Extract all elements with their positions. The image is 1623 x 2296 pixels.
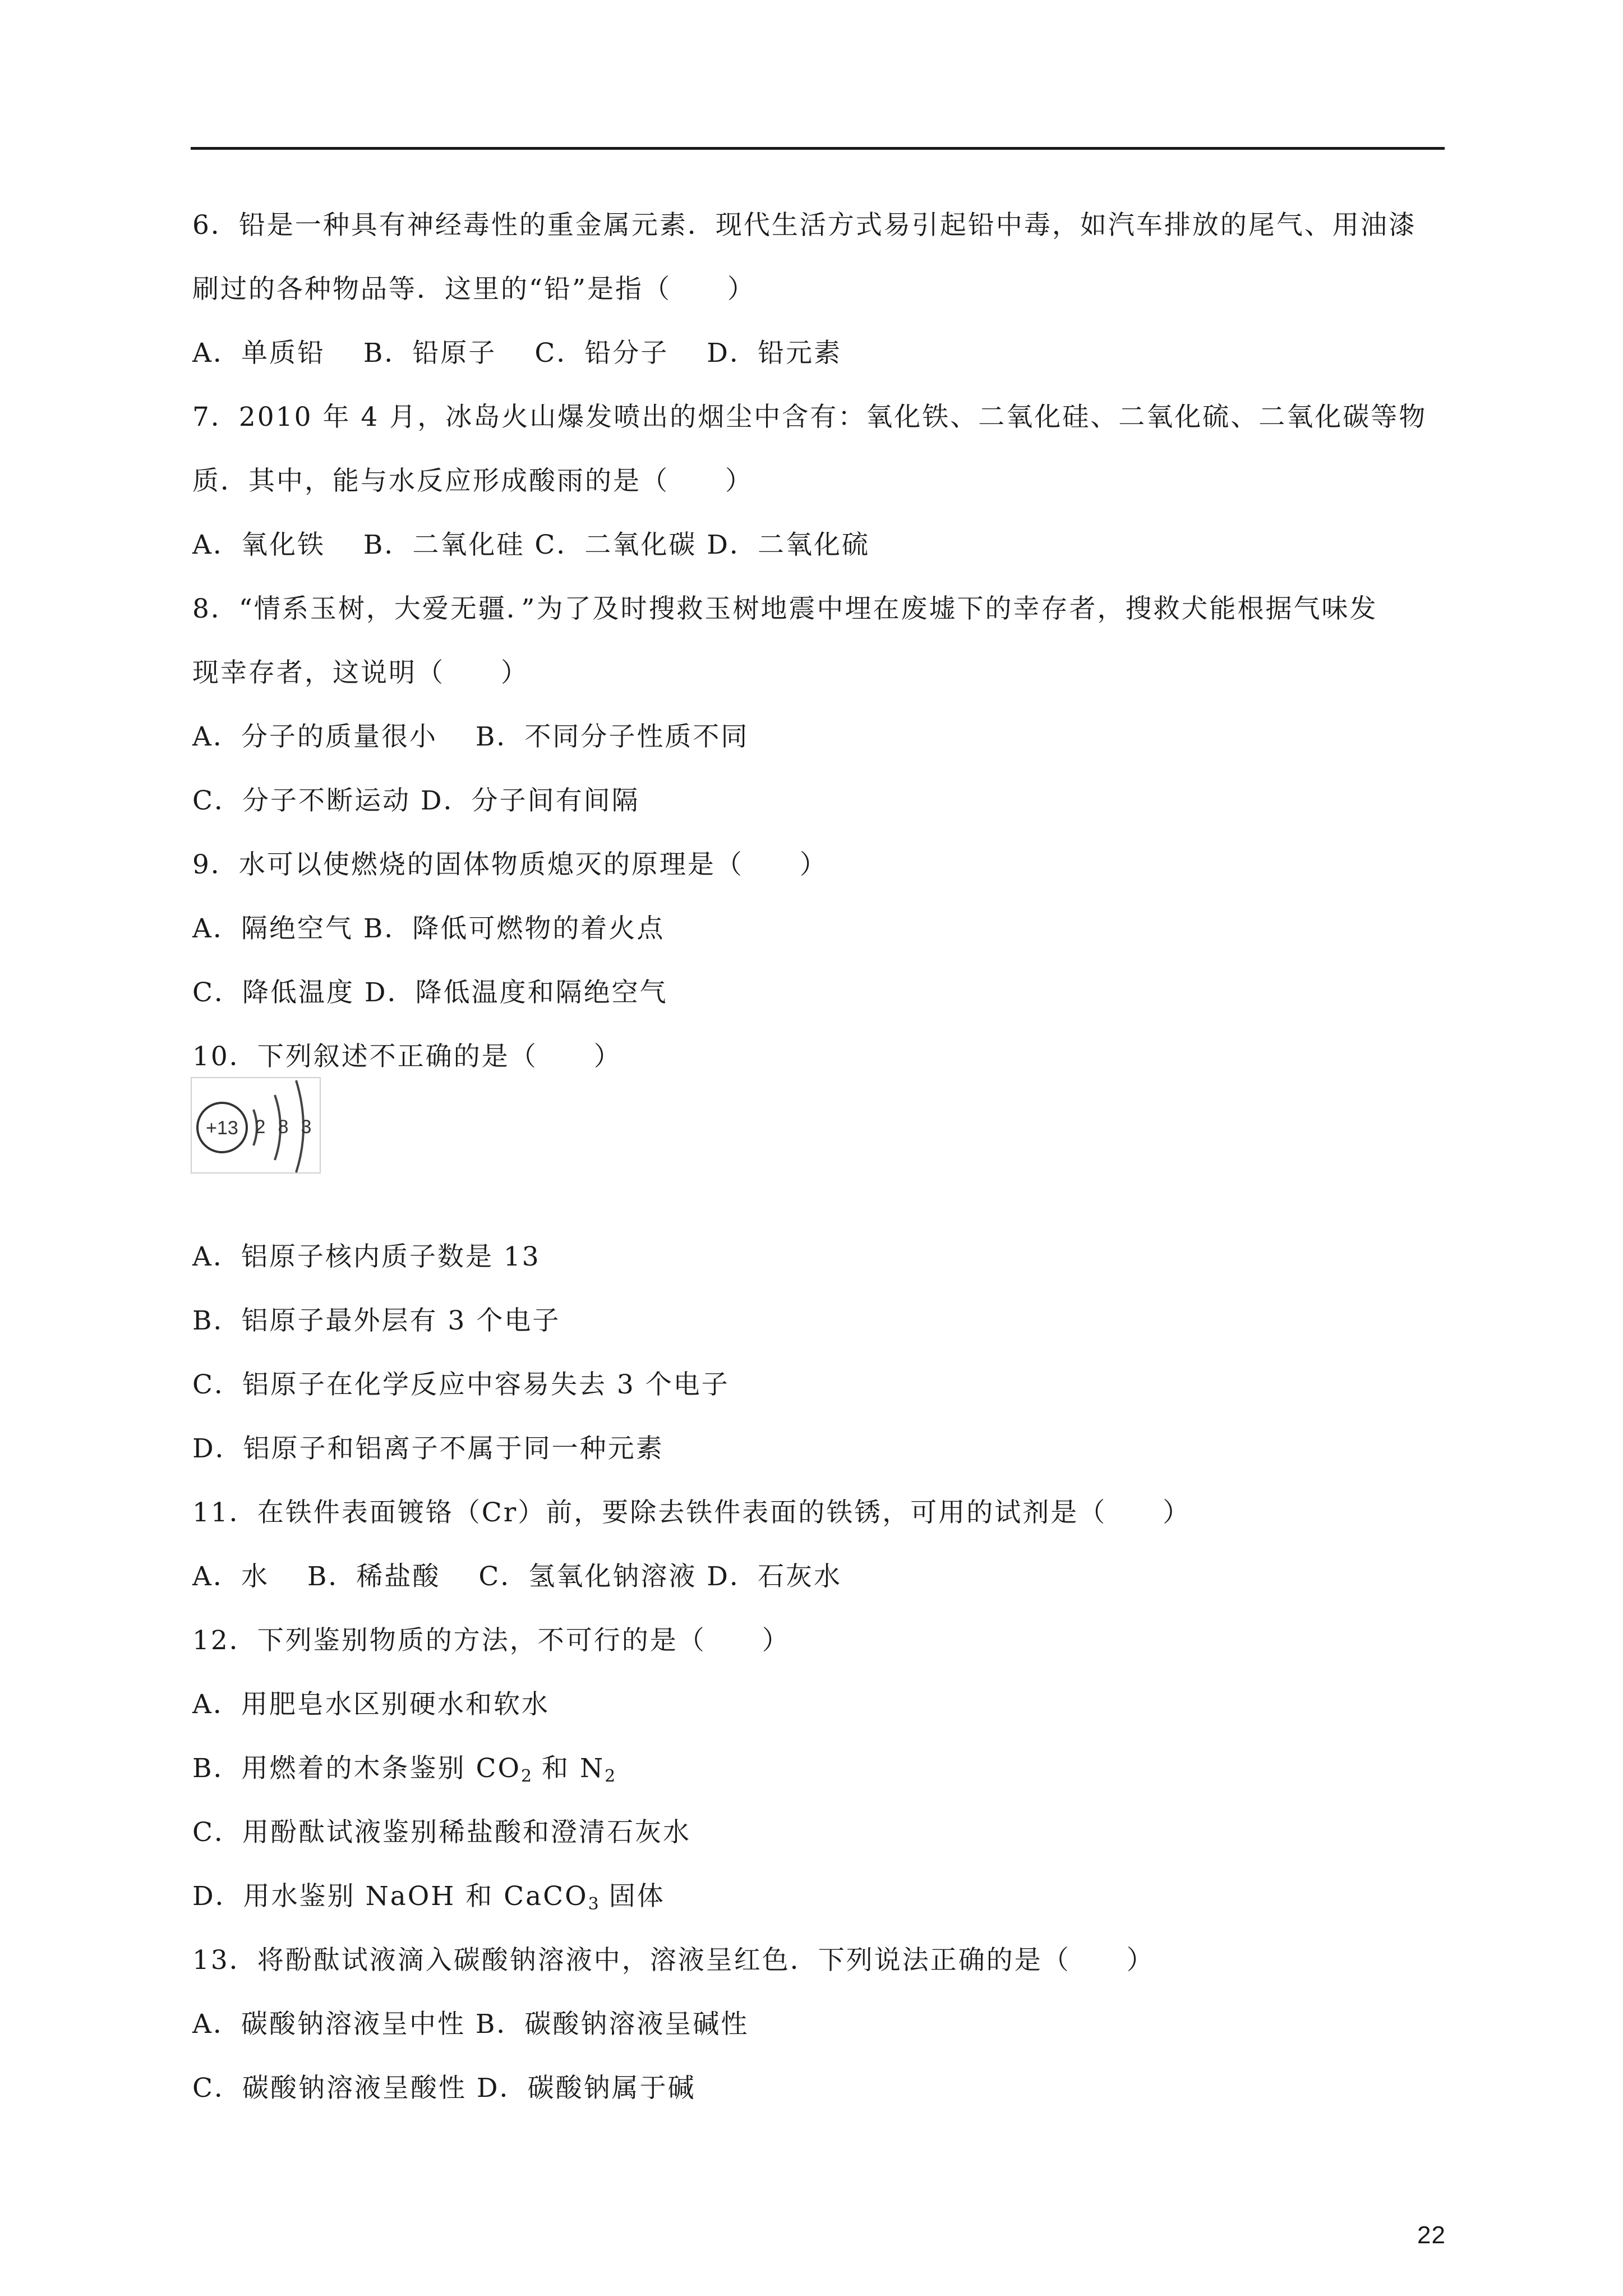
option-d-text-2: 固体 — [598, 1881, 665, 1912]
question-8-line-2: 现幸存者，这说明（ ） — [192, 657, 529, 688]
question-12: 12．下列鉴别物质的方法，不可行的是（ ） — [192, 1625, 790, 1656]
shell-2-electrons: 8 — [278, 1116, 289, 1138]
option-b-text-1: B．用燃着的木条鉴别 CO — [192, 1753, 521, 1784]
question-7-line-2: 质．其中，能与水反应形成酸雨的是（ ） — [192, 466, 753, 496]
question-8-options-1: A．分子的质量很小 B．不同分子性质不同 — [192, 721, 749, 752]
question-9-options-2: C．降低温度 D．降低温度和隔绝空气 — [192, 977, 668, 1008]
question-10: 10．下列叙述不正确的是（ ） — [192, 1041, 622, 1072]
header-rule — [191, 147, 1445, 150]
question-12-option-d — [192, 1881, 665, 1914]
question-7-line-1: 7．2010 年 4 月，冰岛火山爆发喷出的烟尘中含有：氧化铁、二氧化硅、二氧化硫、二氧化碳等物 — [192, 402, 1427, 432]
question-13-options-1: A．碳酸钠溶液呈中性 B．碳酸钠溶液呈碱性 — [192, 2009, 749, 2040]
question-10-option-d: D．铝原子和铝离子不属于同一种元素 — [192, 1433, 664, 1464]
question-7-options: A．氧化铁 B．二氧化硅 C．二氧化碳 D．二氧化硫 — [192, 530, 870, 560]
question-6-options: A．单质铅 B．铅原子 C．铅分子 D．铅元素 — [192, 338, 842, 369]
nucleus-label: +13 — [206, 1117, 238, 1139]
aluminum-atom-structure-diagram — [191, 1077, 321, 1174]
caco3-subscript: 3 — [588, 1894, 599, 1914]
question-9: 9．水可以使燃烧的固体物质熄灭的原理是（ ） — [192, 849, 828, 880]
question-10-option-a: A．铝原子核内质子数是 13 — [192, 1241, 541, 1272]
question-11-options: A．水 B．稀盐酸 C．氢氧化钠溶液 D．石灰水 — [192, 1561, 842, 1592]
question-12-option-a: A．用肥皂水区别硬水和软水 — [192, 1689, 550, 1720]
co2-subscript: 2 — [520, 1766, 532, 1786]
question-8-line-1: 8．“情系玉树，大爱无疆．”为了及时搜救玉树地震中埋在废墟下的幸存者，搜救犬能根据气味发 — [192, 593, 1378, 624]
option-b-text-2: 和 N — [532, 1753, 605, 1784]
question-12-option-c: C．用酚酞试液鉴别稀盐酸和澄清石灰水 — [192, 1817, 691, 1848]
question-13: 13．将酚酞试液滴入碳酸钠溶液中，溶液呈红色．下列说法正确的是（ ） — [192, 1945, 1155, 1976]
page-number: 22 — [1417, 2221, 1446, 2249]
question-9-options-1: A．隔绝空气 B．降低可燃物的着火点 — [192, 913, 665, 944]
question-11: 11．在铁件表面镀铬（Cr）前，要除去铁件表面的铁锈，可用的试剂是（ ） — [192, 1497, 1191, 1528]
question-10-option-c: C．铝原子在化学反应中容易失去 3 个电子 — [192, 1369, 730, 1400]
question-6-line-2: 刷过的各种物品等．这里的“铅”是指（ ） — [192, 274, 756, 305]
question-6-line-1: 6．铅是一种具有神经毒性的重金属元素．现代生活方式易引起铅中毒，如汽车排放的尾气、用油漆 — [192, 210, 1417, 241]
shell-1-electrons: 2 — [255, 1116, 266, 1138]
question-8-options-2: C．分子不断运动 D．分子间有间隔 — [192, 785, 640, 816]
question-12-option-b — [192, 1753, 616, 1786]
question-10-option-b: B．铝原子最外层有 3 个电子 — [192, 1305, 561, 1336]
n2-subscript: 2 — [605, 1766, 616, 1786]
question-13-options-2: C．碳酸钠溶液呈酸性 D．碳酸钠属于碱 — [192, 2073, 696, 2104]
option-d-text-1: D．用水鉴别 NaOH 和 CaCO — [192, 1881, 588, 1912]
shell-3-electrons: 3 — [301, 1116, 312, 1138]
